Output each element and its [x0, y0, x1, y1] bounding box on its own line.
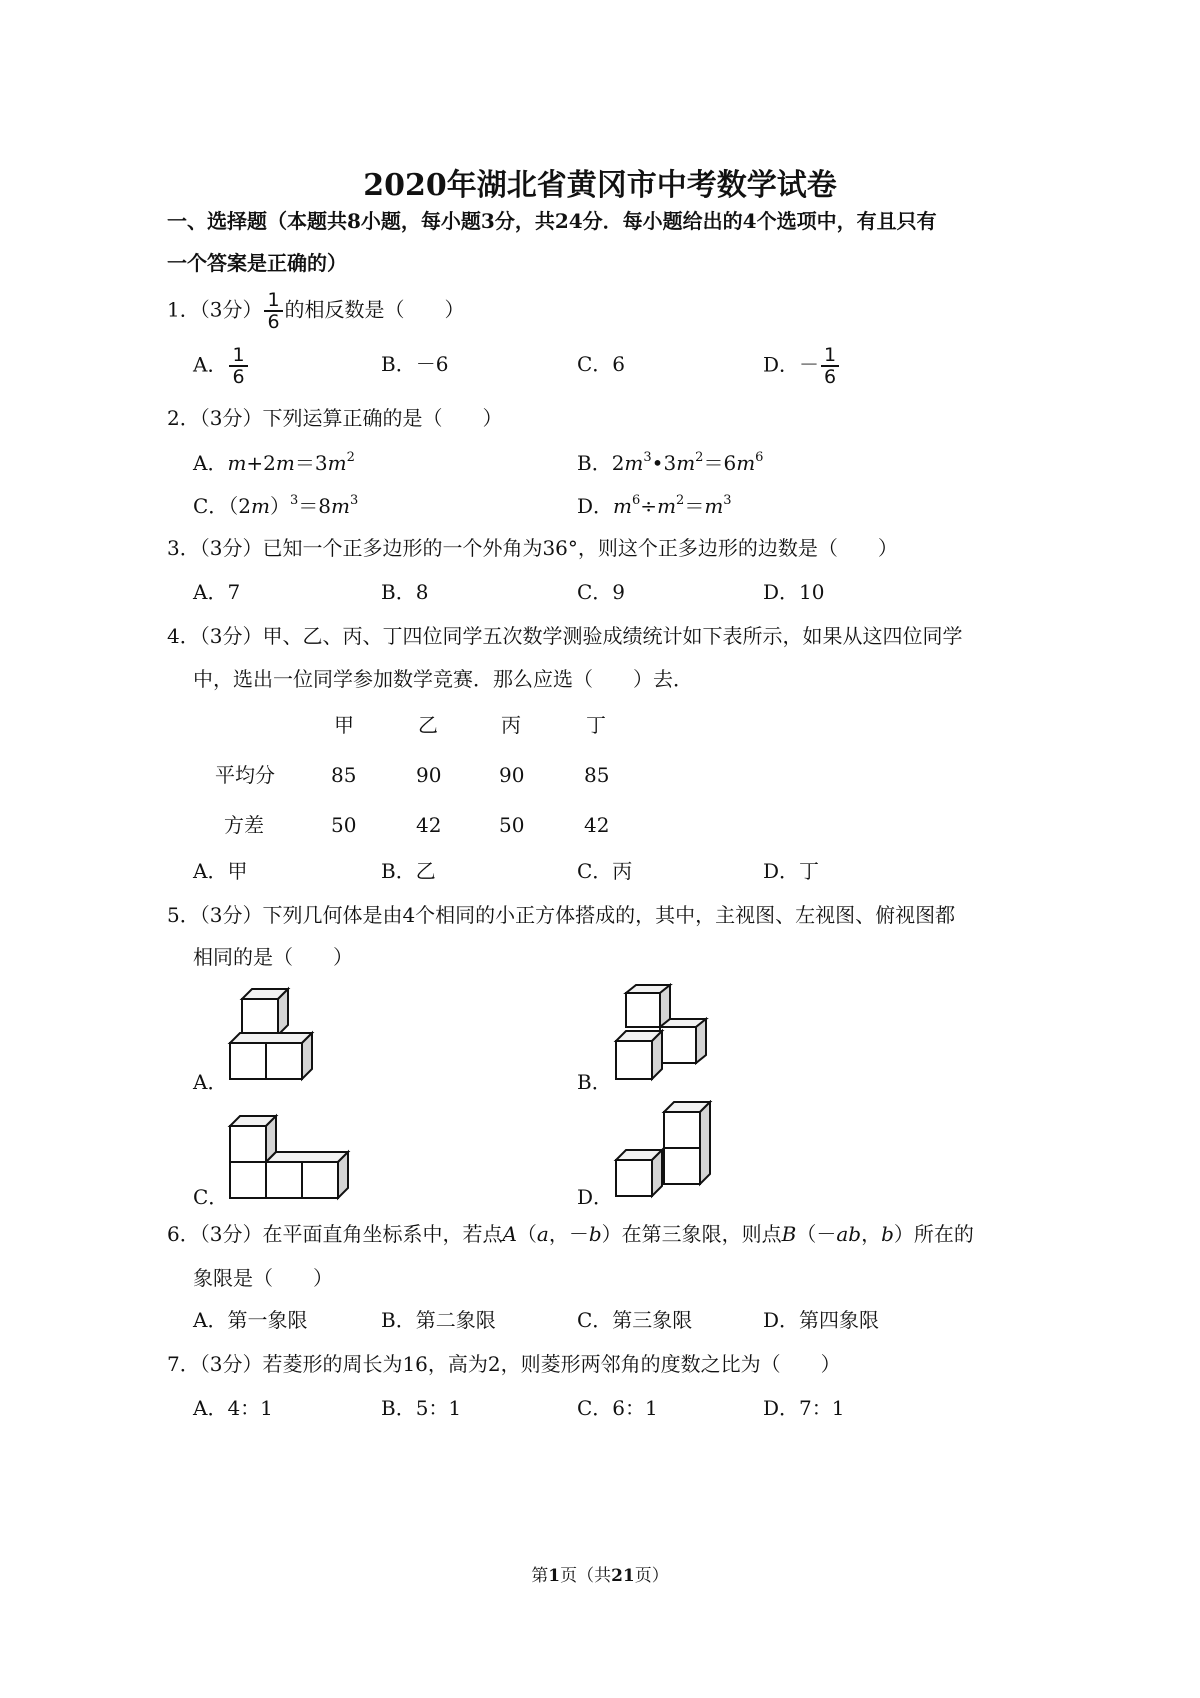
question-5-option-d[interactable]: D． — [577, 1185, 614, 1209]
question-4-line2: 中，选出一位同学参加数学竞赛．那么应选（ ）去． — [193, 667, 693, 691]
current-page-number: 1 — [548, 1566, 561, 1586]
footer-middle: 页（共 — [560, 1566, 612, 1586]
page-title: 2020年湖北省黄冈市中考数学试卷 — [363, 168, 837, 203]
table-header-ding: 丁 — [586, 713, 606, 737]
question-7-option-c[interactable]: C．6：1 — [577, 1396, 658, 1420]
question-6-option-b[interactable]: B．第二象限 — [381, 1308, 496, 1332]
table-header-bing: 丙 — [501, 713, 521, 737]
question-7-option-d[interactable]: D．7：1 — [763, 1396, 845, 1420]
question-7-stem: 7．（3分）若菱形的周长为16，高为2，则菱形两邻角的度数之比为（ ） — [167, 1352, 841, 1376]
question-6-option-a[interactable]: A．第一象限 — [193, 1308, 308, 1332]
question-5-option-c[interactable]: C． — [193, 1185, 229, 1209]
question-1-option-b[interactable]: B．－6 — [381, 352, 449, 376]
question-2-option-c[interactable]: C．$(2m)^3=8m^3$ — [193, 493, 359, 518]
option-label: D．－ — [763, 352, 820, 377]
question-3-option-b[interactable]: B．8 — [381, 580, 429, 604]
table-header-jia: 甲 — [334, 713, 354, 737]
footer-suffix: 页） — [634, 1566, 669, 1586]
fraction-numerator: 1 — [264, 290, 282, 312]
question-1-tail: 的相反数是（ ） — [284, 297, 465, 322]
table-cell: 90 — [416, 763, 442, 787]
table-cell: 42 — [416, 813, 442, 837]
question-2-stem: 2．（3分）下列运算正确的是（ ） — [167, 406, 503, 430]
fraction-denominator: 6 — [824, 366, 837, 388]
fraction-denominator: 6 — [232, 366, 245, 388]
question-6-option-c[interactable]: C．第三象限 — [577, 1308, 693, 1332]
section-header-line2: 一个答案是正确的） — [167, 251, 347, 275]
question-5-line1: 5．（3分）下列几何体是由4个相同的小正方体搭成的，其中，主视图、左视图、俯视图都 — [167, 903, 956, 927]
question-3-option-d[interactable]: D．10 — [763, 580, 825, 604]
question-5-option-b[interactable]: B． — [577, 1070, 612, 1094]
table-row-label-average: 平均分 — [215, 763, 275, 787]
table-header-yi: 乙 — [418, 713, 438, 737]
question-2-option-a[interactable]: A．$m+2m=3m^2$ — [193, 450, 355, 475]
question-4-option-b[interactable]: B．乙 — [381, 859, 436, 883]
question-3-stem: 3．（3分）已知一个正多边形的一个外角为36°，则这个正多边形的边数是（ ） — [167, 536, 898, 560]
table-row-label-variance: 方差 — [224, 813, 264, 837]
fraction-numerator: 1 — [229, 345, 247, 367]
question-1-option-d[interactable] — [763, 345, 841, 387]
section-header-line1: 一、选择题（本题共8小题，每小题3分，共24分．每小题给出的4个选项中，有且只有 — [167, 209, 937, 233]
total-page-count: 21 — [611, 1566, 635, 1586]
question-6-option-d[interactable]: D．第四象限 — [763, 1308, 880, 1332]
option-label: A． — [193, 352, 228, 377]
question-5-option-a[interactable]: A． — [193, 1070, 228, 1094]
figure-a-cube-stack — [226, 985, 321, 1085]
table-cell: 90 — [499, 763, 525, 787]
question-1-stem — [167, 290, 465, 332]
question-7-option-a[interactable]: A．4：1 — [193, 1396, 273, 1420]
question-2-option-b[interactable]: B．$2m^3•3m^2=6m^6$ — [577, 450, 764, 475]
question-1-option-c[interactable]: C．6 — [577, 352, 626, 376]
question-4-option-a[interactable]: A．甲 — [193, 859, 248, 883]
figure-b-cube-stack — [612, 983, 717, 1085]
question-1-number: 1．（3分） — [167, 297, 263, 322]
option-a-fraction — [229, 345, 247, 387]
question-6-line2: 象限是（ ） — [193, 1266, 333, 1290]
question-4-option-d[interactable]: D．丁 — [763, 859, 820, 883]
question-3-option-a[interactable]: A．7 — [193, 580, 241, 604]
question-6-line1: 6．（3分）在平面直角坐标系中，若点A（a，－b）在第三象限，则点B（－ab，b）所在的 — [167, 1222, 974, 1246]
table-cell: 50 — [331, 813, 357, 837]
fraction-numerator: 1 — [821, 345, 839, 367]
question-4-option-c[interactable]: C．丙 — [577, 859, 633, 883]
question-2-option-d[interactable]: D．$m^6\div m^2=m^3$ — [577, 493, 732, 518]
question-4-line1: 4．（3分）甲、乙、丙、丁四位同学五次数学测验成绩统计如下表所示，如果从这四位同学 — [167, 624, 963, 648]
table-cell: 85 — [331, 763, 357, 787]
table-cell: 85 — [584, 763, 610, 787]
option-d-fraction — [821, 345, 839, 387]
footer-prefix: 第 — [531, 1566, 549, 1586]
question-1-option-a[interactable] — [193, 345, 250, 387]
table-cell: 50 — [499, 813, 525, 837]
figure-c-cube-stack — [226, 1110, 356, 1202]
fraction-denominator: 6 — [267, 311, 280, 333]
page-footer — [0, 1561, 1200, 1586]
question-1-fraction — [264, 290, 282, 332]
figure-d-cube-stack — [612, 1100, 717, 1202]
question-3-option-c[interactable]: C．9 — [577, 580, 626, 604]
question-5-line2: 相同的是（ ） — [193, 945, 353, 969]
question-7-option-b[interactable]: B．5：1 — [381, 1396, 462, 1420]
table-cell: 42 — [584, 813, 610, 837]
